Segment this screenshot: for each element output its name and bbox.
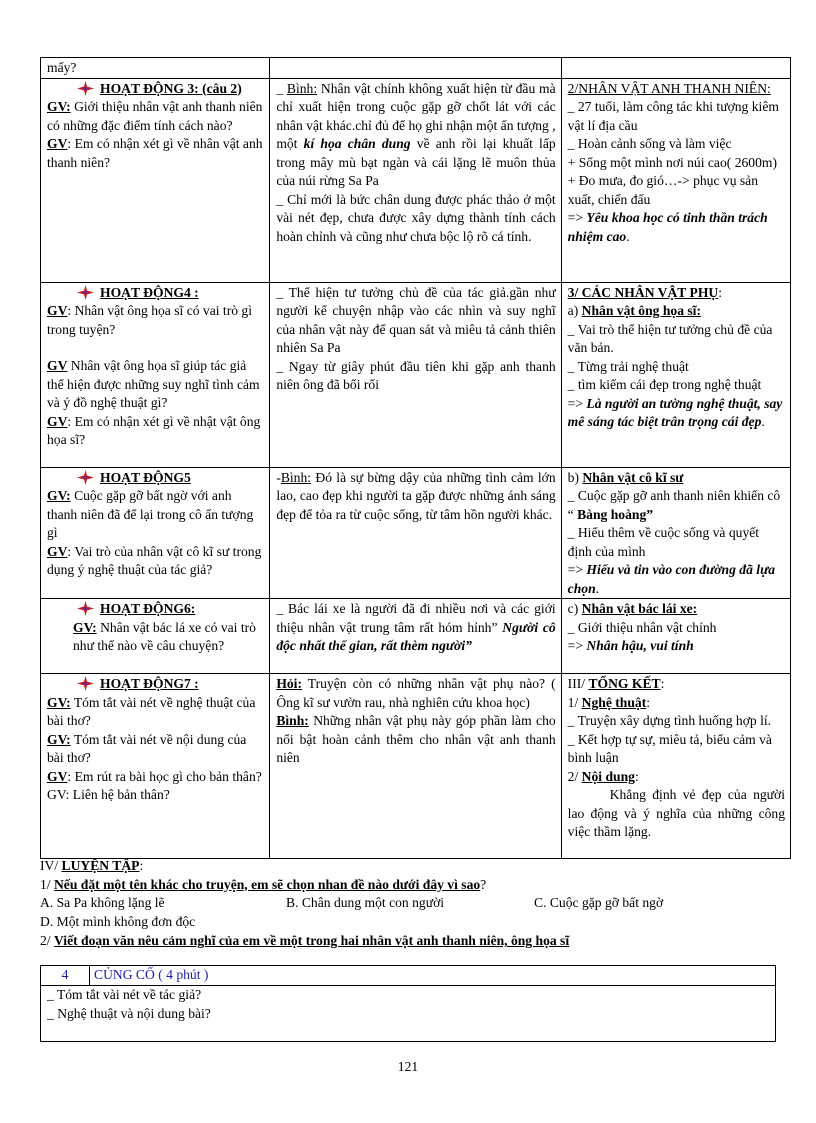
subsection-title: Nhân vật bác lái xe: [581, 601, 698, 616]
cell [41, 674, 270, 859]
note-text: _ Cuộc gặp gỡ anh thanh niên khiến cô “ [567, 488, 781, 522]
question-text: : Em có nhận xét gì về nhân vật anh thanh niên? [47, 136, 263, 170]
consolidation-header [41, 966, 775, 986]
commentary [276, 600, 555, 656]
activity-heading [47, 469, 264, 488]
emphasis: Hiểu và tin vào con đường đã lựa chọn [567, 562, 776, 596]
consolidation-title: CỦNG CỐ ( 4 phút ) [94, 967, 209, 982]
commentary [276, 469, 555, 525]
sub-marker: 1/ [567, 694, 582, 710]
question [47, 543, 264, 580]
cell [270, 58, 561, 79]
commentary-text: _ Bác lái xe là người đã đi nhiều nơi và các giới thiệu nhân vật trung tâm rất hóm hỉnh” [276, 601, 556, 635]
page-number: 121 [397, 1059, 419, 1074]
dash: - [276, 469, 281, 485]
section-title-text: TỔNG KẾT [588, 676, 661, 691]
note-line: _ Hoàn cảnh sống và làm việc [567, 136, 732, 151]
heading-text: HOẠT ĐỘNG6: [100, 601, 196, 616]
conclusion [568, 209, 785, 246]
heading-text: HOẠT ĐỘNG 3: (câu 2) [100, 80, 242, 96]
practice-section [40, 857, 780, 951]
cell [561, 58, 790, 79]
period: . [595, 580, 600, 596]
gv-label: GV [47, 303, 68, 318]
table-row [41, 599, 791, 674]
cell-text: mấy? [47, 60, 77, 75]
section-title-text: 3/ CÁC NHÂN VẬT PHỤ [567, 284, 719, 300]
subsection [568, 600, 785, 619]
question [47, 694, 264, 731]
cell [270, 467, 561, 599]
section-number: III/ [567, 676, 589, 691]
question-mark: ? [480, 876, 487, 892]
star-bullet-icon [77, 285, 94, 300]
subsection-title: Nghệ thuật [581, 694, 647, 710]
question [40, 932, 780, 951]
star-bullet-icon [77, 81, 94, 96]
note-line: _ Tóm tắt vài nét về tác giả? [47, 987, 202, 1002]
activity-heading [47, 600, 264, 619]
section-title-text: LUYỆN TẬP [61, 858, 140, 873]
subsection-title: Nhân vật ông họa sĩ: [581, 303, 701, 318]
colon: : [646, 694, 651, 710]
lesson-table [40, 57, 791, 859]
section-title: 2/NHÂN VẬT ANH THANH NIÊN: [567, 80, 771, 96]
commentary [276, 712, 555, 768]
cell [41, 58, 270, 79]
heading-text: HOẠT ĐỘNG7 : [100, 676, 199, 691]
table-row [41, 58, 791, 79]
note-line: _ Từng trải nghệ thuật [567, 358, 689, 374]
note-line [568, 487, 785, 524]
arrow: => [567, 395, 587, 411]
commentary: _ Chỉ mới là bức chân dung được phác thảo ở một vài nét đẹp, chưa được xây dựng thành tính cách hoàn chỉnh và cũng như chưa bộc lộ rõ cá tính. [276, 191, 556, 244]
subsection [568, 302, 785, 321]
cell [561, 78, 790, 282]
table-row [41, 674, 791, 859]
gv-label: GV [47, 768, 68, 784]
gv-label: GV [47, 358, 68, 373]
subsection [568, 694, 785, 713]
cell [561, 674, 790, 859]
cell [270, 674, 561, 859]
consolidation-body [41, 986, 775, 1041]
question-text: : Em rút ra bài học gì cho bản thân? [67, 768, 262, 784]
question-text: : Vai trò của nhân vật cô kĩ sư trong dụng ý nghệ thuật của tác giả? [47, 543, 262, 577]
table-row [41, 282, 791, 467]
star-bullet-icon [77, 601, 94, 616]
consolidation-box [40, 965, 776, 1042]
question-text: Nhân vật bác lá xe có vai trò như thế nào về câu chuyện? [73, 619, 256, 653]
section-title: IV/ LUYỆN TẬP: [40, 858, 144, 873]
question [47, 413, 264, 450]
cell [41, 282, 270, 467]
note-line: Khẳng định vẻ đẹp của người lao động và ý nghĩa của những công việc thầm lặng. [567, 787, 785, 839]
period: . [761, 414, 765, 429]
question [47, 487, 264, 543]
option-c: C. Cuộc gặp gỡ bất ngờ [534, 895, 664, 910]
question [40, 876, 780, 895]
cell [41, 78, 270, 282]
gv-label: GV: [47, 488, 71, 503]
emphasis: kí họa chân dung [303, 136, 411, 151]
options-row [40, 894, 780, 913]
question-number: 2/ [40, 933, 54, 948]
section-title [568, 284, 785, 303]
question-text: : Em có nhận xét gì về nhật vật ông họa sĩ? [47, 413, 261, 447]
gv-label: GV: [47, 731, 71, 747]
cell [41, 467, 270, 599]
table-row [41, 467, 791, 599]
note-line: _ tìm kiếm cái đẹp trong nghệ thuật [567, 377, 762, 392]
note-line: _ Kết hợp tự sự, miêu tả, biểu cảm và bình luận [567, 731, 772, 765]
question [47, 98, 264, 135]
note-line: _ Nghệ thuật và nội dung bài? [47, 1005, 211, 1021]
question [47, 768, 264, 787]
cell [270, 78, 561, 282]
emphasis: Là người an tường nghệ thuật, say mê sáng tác biệt trân trọng cái đẹp [567, 395, 783, 429]
colon: : [634, 768, 639, 784]
commentary-text: Truyện còn có những nhân vật phụ nào? ( Ông kĩ sư vườn rau, nhà nghiên cứu khoa học) [276, 676, 556, 710]
note-line: _ Hiểu thêm về cuộc sống và quyết định của mình [567, 525, 760, 559]
gv-label: GV: [47, 694, 71, 710]
option-a: A. Sa Pa không lặng lẽ [40, 895, 165, 910]
note-line: + Sống một mình nơi núi cao( 2600m) [567, 154, 777, 170]
hoi-label: Hỏi: [276, 676, 302, 691]
heading-text: HOẠT ĐỘNG5 [100, 469, 191, 485]
cell [561, 282, 790, 467]
gv-label: GV: [47, 99, 71, 114]
commentary: _ Bình: Nhân vật chính không xuất hiện từ đầu mà chỉ xuất hiện trong cuộc gặp gỡ chốt lát với các nhân vật khác.chỉ đủ để họ ghi nhận một ấn tượng , một kí họa chân dung về anh rồi lại khuất lấp trong mây mù bạt ngàn và cái lặng lẽ muôn thủa của núi rừng Sa Pa [276, 80, 556, 188]
sub-marker: b) [567, 469, 583, 485]
question [47, 731, 264, 768]
commentary: _ Thể hiện tư tưởng chủ đề của tác giả.gần như người kể chuyện nhập vào các nhìn và suy nghĩ của nhân vật này để quan sát và miêu tả cảnh thiên nhiên Sa Pa [276, 284, 556, 355]
heading-text: HOẠT ĐỘNG4 : [100, 284, 199, 300]
note-line: _ Truyện xây dựng tình huống hợp lí. [567, 713, 772, 728]
sub-marker: c) [567, 601, 582, 616]
note-line: _ Giới thiệu nhân vật chính [567, 619, 717, 635]
question-text: Nhân vật ông họa sĩ giúp tác giả thể hiện được những suy nghĩ tình cảm và ý đồ nghệ thuật gì? [47, 358, 260, 410]
sub-marker: 2/ [567, 768, 582, 784]
step-number: 4 [41, 966, 90, 985]
emphasis: Yêu khoa học có tinh thần trách nhiệm cao [567, 210, 768, 244]
note-line: _ 27 tuổi, làm công tác khi tượng kiêm vật lí địa cầu [567, 99, 779, 133]
question-text: : Nhân vật ông họa sĩ có vai trò gì trong tuyện? [47, 303, 253, 337]
subsection-title: Nội dung [581, 768, 635, 784]
note-line: _ Vai trò thể hiện tư tưởng chủ đề của văn bản. [567, 321, 773, 355]
emphasis: Nhân hậu, vui tính [586, 638, 694, 653]
colon: : [660, 676, 665, 691]
subsection [568, 768, 785, 787]
gv-label: GV [47, 413, 68, 429]
conclusion [568, 395, 785, 432]
colon: : [718, 284, 722, 300]
question-text: Giới thiệu nhân vật anh thanh niên có những đặc điểm tính cách nào? [47, 99, 263, 133]
emphasis: Người cô độc nhất thế gian, rất thèm người” [276, 619, 556, 653]
cell [41, 599, 270, 674]
activity-heading [47, 675, 264, 694]
cell [270, 282, 561, 467]
subsection-title: Nhân vật cô kĩ sư [582, 469, 684, 485]
conclusion [568, 637, 785, 656]
question-number: 1/ [40, 876, 54, 892]
commentary: _ Ngay từ giây phút đầu tiên khi gặp anh thanh niên ông đã bối rối [276, 358, 556, 392]
star-bullet-icon [77, 470, 94, 485]
conclusion [568, 561, 785, 598]
gv-label: GV [47, 543, 68, 559]
period: . [626, 228, 630, 244]
section-title [568, 675, 785, 694]
star-bullet-icon [77, 676, 94, 691]
question [47, 135, 264, 172]
question-text: Cuộc gặp gỡ bất ngờ với anh thanh niên đã để lại trong cô ấn tượng gì [47, 488, 254, 540]
gv-label: GV: [73, 619, 97, 635]
table-row [41, 78, 791, 282]
activity-heading [47, 80, 264, 99]
question [47, 302, 264, 339]
question-text: Tóm tắt vài nét về nội dung của bài thơ? [47, 731, 247, 765]
subsection [568, 469, 785, 488]
question [47, 619, 264, 656]
binh-label: Bình: [280, 469, 312, 485]
commentary-text: Nhân vật chính không xuất hiện từ đầu mà chỉ xuất hiện trong cuộc gặp gỡ chốt lát với các nhân vật khác.chỉ đủ để họ ghi nhận một ấn tượng , một [276, 80, 556, 151]
section-number: IV/ [40, 858, 62, 873]
question-text: Viết đoạn văn nêu cảm nghĩ của em về một trong hai nhân vật anh thanh niên, ông họa sĩ [53, 933, 570, 948]
commentary-text: Những nhân vật phụ này góp phần làm cho nổi bật hoàn cảnh thêm cho nhân vật anh thanh niên [276, 713, 556, 765]
option-d: D. Một mình không đơn độc [40, 913, 196, 929]
emphasis: Bàng hoàng” [577, 506, 654, 522]
sub-marker: a) [567, 303, 582, 318]
cell [561, 467, 790, 599]
activity-heading [47, 284, 264, 303]
commentary [276, 675, 555, 712]
binh-label: Bình: [276, 713, 309, 728]
question-text: Tóm tắt vài nét về nghệ thuật của bài thơ? [47, 694, 256, 728]
commentary-text: Đó là sự bừng dậy của những tình cảm lớn lao, cao đẹp khi người ta gặp được những ánh sáng đẹp để tỏa ra từ cuộc sống, từ tâm hồn người khác. [276, 469, 556, 522]
cell [270, 599, 561, 674]
option-b: B. Chân dung một con người [286, 895, 445, 910]
question: GV: Liên hệ bản thân? [47, 787, 170, 802]
arrow: => [567, 562, 587, 577]
gv-label: GV [47, 136, 68, 151]
question [47, 357, 264, 413]
question-text: Nếu đặt một tên khác cho truyện, em sẽ chọn nhan đề nào dưới đây vì sao [53, 876, 481, 892]
note-line: + Đo mưa, đo gió…-> phục vụ sản xuất, chiến đấu [567, 173, 759, 207]
cell [561, 599, 790, 674]
arrow: => [567, 210, 587, 225]
arrow: => [567, 638, 587, 653]
commentary-text: về anh rồi lại khuất lấp trong mây mù bạt ngàn và cái lặng lẽ muôn thủa của núi rừng Sa Pa [276, 136, 556, 188]
binh-label: Bình: [286, 80, 318, 96]
